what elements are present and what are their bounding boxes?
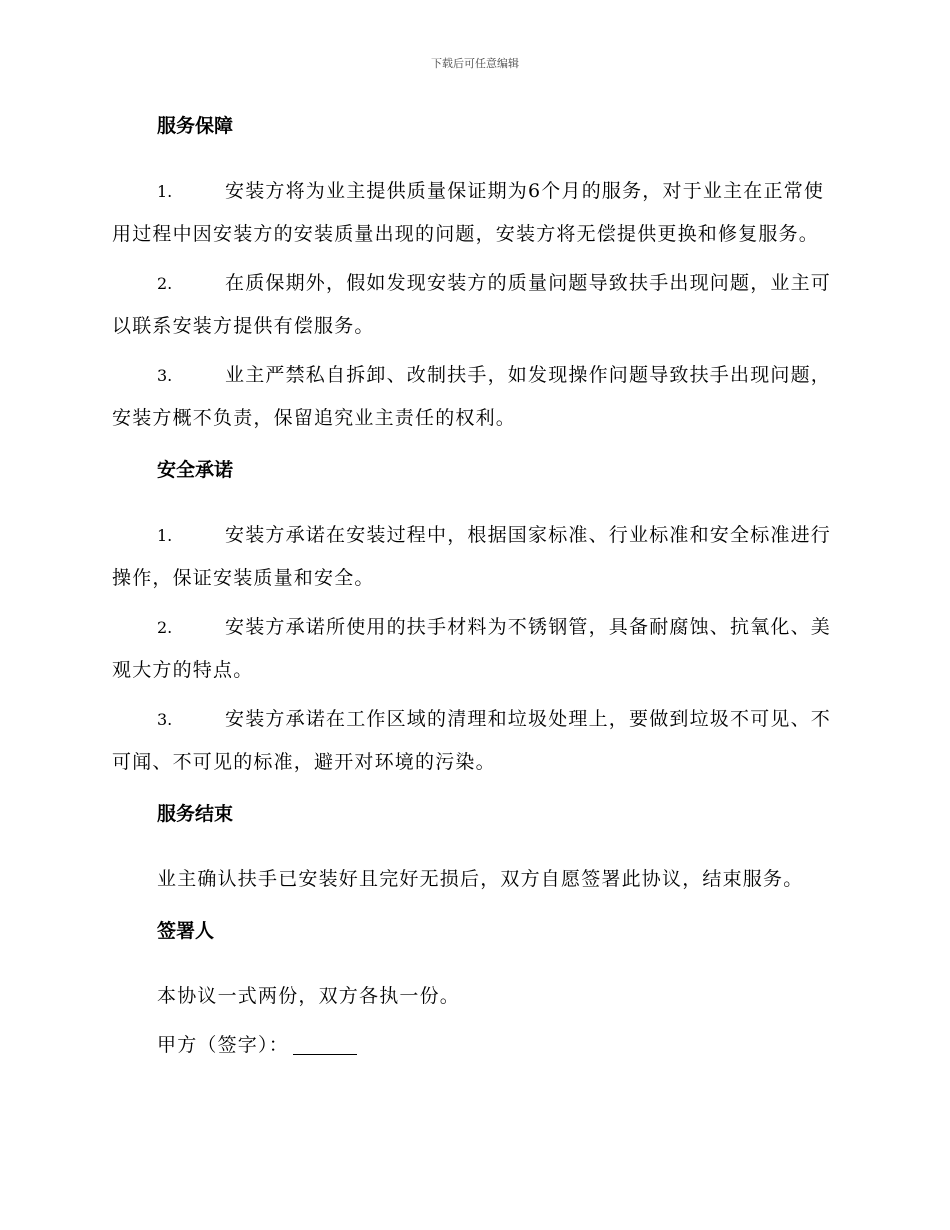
document-body [112,110,838,1073]
list-item [112,698,838,784]
section-title-signatories: 签署人 [157,920,215,942]
section-title-service-guarantee: 服务保障 [157,115,234,137]
item-text: 安装方承诺所使用的扶手材料为不锈钢管，具备耐腐蚀、抗氧化、美观大方的特点。 [112,616,832,681]
item-number: 2. [157,618,173,637]
item-text: 安装方承诺在安装过程中，根据国家标准、行业标准和安全标准进行操作，保证安装质量和安全。 [112,524,832,589]
item-number: 3. [157,710,173,729]
list-item [112,514,838,600]
item-text: 安装方将为业主提供质量保证期为6个月的服务，对于业主在正常使用过程中因安装方的安装质量出现的问题，安装方将无偿提供更换和修复服务。 [112,180,825,245]
item-number: 1. [157,182,173,201]
item-number: 2. [157,274,173,293]
item-text: 业主严禁私自拆卸、改制扶手，如发现操作问题导致扶手出现问题，安装方概不负责，保留追究业主责任的权利。 [112,364,832,429]
item-number: 3. [157,366,173,385]
list-item [112,606,838,692]
page-header: 下载后可任意编辑 [431,57,519,70]
signature-line-party-a [112,1024,838,1067]
party-a-label: 甲方（签字）： [157,1034,289,1056]
list-item [112,170,838,256]
paragraph: 业主确认扶手已安装好且完好无损后，双方自愿签署此协议，结束服务。 [157,868,804,890]
section-title-safety-commitment: 安全承诺 [157,459,234,481]
section-title-service-end: 服务结束 [157,803,234,825]
signature-blank[interactable] [293,1032,357,1055]
list-item [112,354,838,440]
item-number: 1. [157,526,173,545]
paragraph: 本协议一式两份，双方各执一份。 [157,985,461,1007]
item-text: 安装方承诺在工作区域的清理和垃圾处理上，要做到垃圾不可见、不可闻、不可见的标准，避开对环境的污染。 [112,708,832,773]
list-item [112,262,838,348]
item-text: 在质保期外，假如发现安装方的质量问题导致扶手出现问题，业主可以联系安装方提供有偿服务。 [112,272,832,337]
